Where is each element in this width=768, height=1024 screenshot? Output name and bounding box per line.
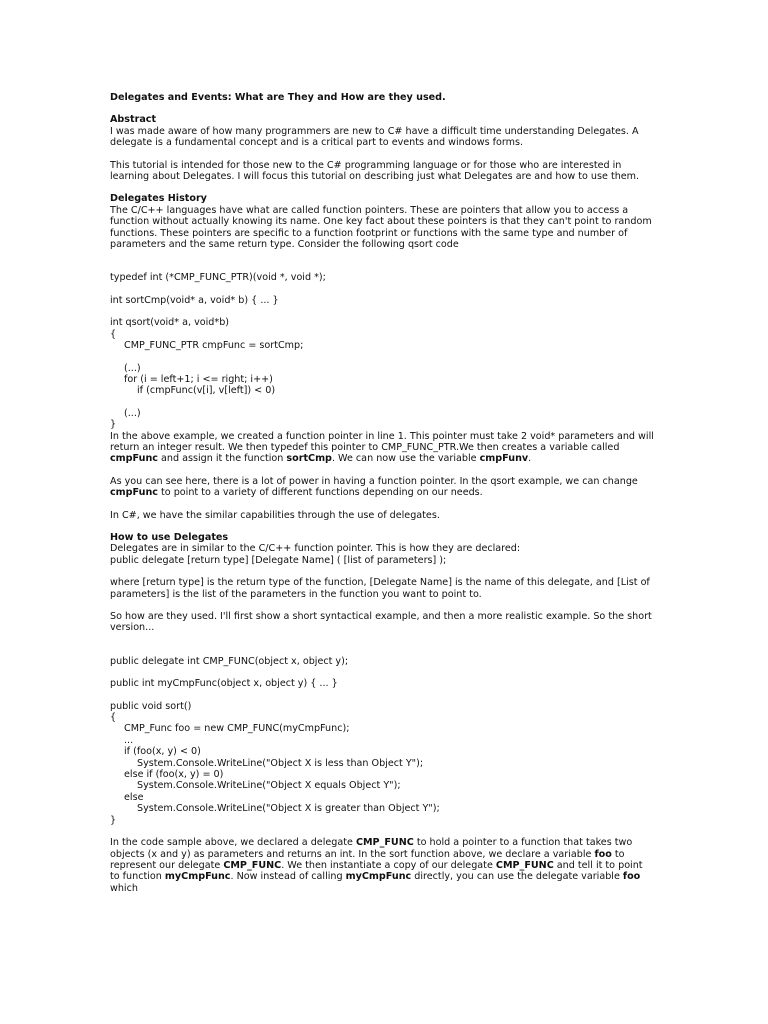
code-line: } bbox=[110, 814, 117, 826]
code-line: int qsort(void* a, void*b) bbox=[110, 317, 230, 329]
abstract-heading: Abstract bbox=[110, 114, 157, 126]
history-paragraph-1: The C/C++ languages have what are called function pointers. These are pointers that allow you to access a function without actually knowing its name. One key fact about these pointers is that they can't point to random functions. These pointers are specific to a function footprint or functions with the same type and number of parameters and the same return type. Consider the following qsort code bbox=[110, 204, 652, 251]
code-line: else bbox=[124, 791, 144, 803]
history-paragraph-4: In C#, we have the similar capabilities through the use of delegates. bbox=[110, 509, 440, 521]
abstract-paragraph-2: This tutorial is intended for those new to the C# programming language or for those who are interested in learning about Delegates. I will focus this tutorial on describing just what Delegates are and how to use them. bbox=[110, 159, 640, 183]
code-line: { bbox=[110, 712, 117, 724]
code-line: typedef int (*CMP_FUNC_PTR)(void *, void *); bbox=[110, 272, 326, 284]
code-line: for (i = left+1; i <= right; i++) bbox=[124, 373, 273, 385]
howto-paragraph-2: where [return type] is the return type of the function, [Delegate Name] is the name of this delegate, and [List of parameters] is the list of the parameters in the function you want to point to. bbox=[110, 577, 650, 600]
code-line: else if (foo(x, y) = 0) bbox=[124, 769, 224, 781]
code-line: if (cmpFunc(v[i], v[left]) < 0) bbox=[137, 385, 276, 397]
code-line: CMP_Func foo = new CMP_FUNC(myCmpFunc); bbox=[124, 723, 350, 735]
delegate-declaration-syntax: public delegate [return type] [Delegate Name] ( [list of parameters] ); bbox=[110, 554, 447, 566]
history-heading: Delegates History bbox=[110, 193, 207, 205]
howto-paragraph-1: Delegates are in similar to the C/C++ function pointer. This is how they are declared: bbox=[110, 543, 521, 555]
code-line: { bbox=[110, 328, 117, 340]
code-line: System.Console.WriteLine("Object X equals Object Y"); bbox=[137, 780, 401, 792]
howto-heading: How to use Delegates bbox=[110, 531, 229, 543]
code-line: public delegate int CMP_FUNC(object x, object y); bbox=[110, 655, 349, 667]
delegate-code-block bbox=[110, 656, 655, 826]
history-paragraph-2: In the above example, we created a function pointer in line 1. This pointer must take 2 void* parameters and will return an integer result. We then typedef this pointer to CMP_FUNC_PTR.We then creates a variable called cmpFunc and assign it the function sortCmp. We can now use the variable cmpFunv. bbox=[110, 430, 654, 465]
howto-paragraph-4: In the code sample above, we declared a delegate CMP_FUNC to hold a pointer to a function that takes two objects (x and y) as parameters and returns an int. In the sort function above, we declare a variable foo to represent our delegate CMP_FUNC. We then instantiate a copy of our delegate CMP_FUNC and tell it to point to function myCmpFunc. Now instead of calling myCmpFunc directly, you can use the delegate variable foo which bbox=[110, 837, 643, 894]
code-line: (...) bbox=[124, 362, 141, 374]
history-paragraph-3: As you can see here, there is a lot of power in having a function pointer. In the qsort example, we can change cmpFunc to point to a variety of different functions depending on our needs. bbox=[110, 475, 638, 499]
howto-paragraph-3: So how are they used. I'll first show a short syntactical example, and then a more realistic example. So the short version... bbox=[110, 611, 652, 634]
code-line: int sortCmp(void* a, void* b) { ... } bbox=[110, 294, 279, 306]
abstract-paragraph-1: I was made aware of how many programmers are new to C# have a difficult time understanding Delegates. A delegate is a fundamental concept and is a critical part to events and windows forms. bbox=[110, 125, 639, 149]
code-line: if (foo(x, y) < 0) bbox=[124, 746, 201, 758]
code-line: } bbox=[110, 419, 117, 431]
code-line: CMP_FUNC_PTR cmpFunc = sortCmp; bbox=[124, 340, 304, 352]
code-line: public void sort() bbox=[110, 700, 192, 712]
code-line: System.Console.WriteLine("Object X is less than Object Y"); bbox=[137, 757, 424, 769]
code-line: public int myCmpFunc(object x, object y) { ... } bbox=[110, 678, 338, 690]
document-page bbox=[110, 92, 655, 905]
code-line: (...) bbox=[124, 407, 141, 419]
code-line: System.Console.WriteLine("Object X is greater than Object Y"); bbox=[137, 803, 440, 815]
qsort-code-block bbox=[110, 272, 655, 430]
document-title: Delegates and Events: What are They and How are they used. bbox=[110, 92, 446, 103]
code-line: ... bbox=[124, 734, 134, 746]
